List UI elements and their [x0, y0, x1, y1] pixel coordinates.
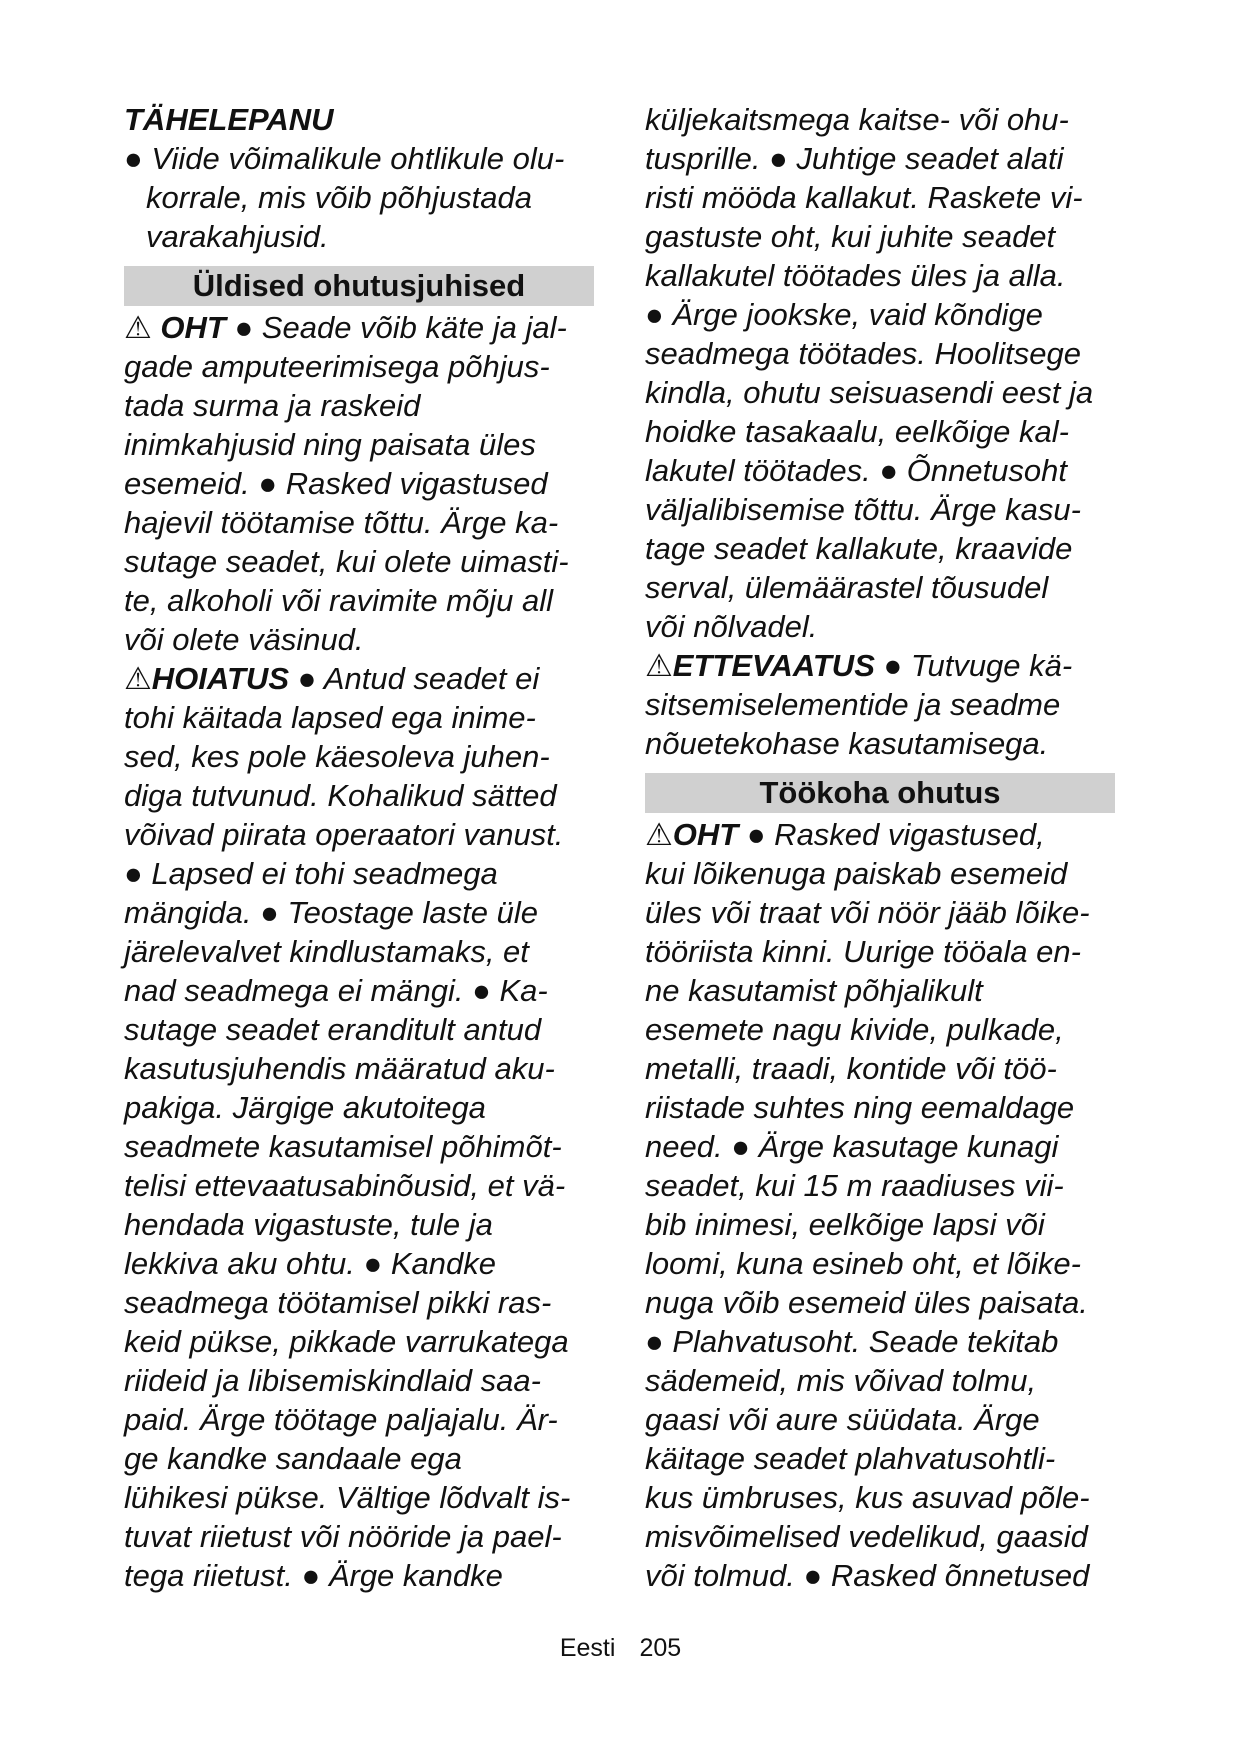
- text-line: paid. Ärge töötage paljajalu. Är-: [124, 1402, 558, 1437]
- text-line: ge kandke sandaale ega: [124, 1441, 462, 1476]
- text-line: tega riietust. ● Ärge kandke: [124, 1558, 503, 1593]
- text-line: nad seadmega ei mängi. ● Ka-: [124, 973, 548, 1008]
- continued-paragraph: [645, 100, 1115, 646]
- text-line: gaasi või aure süüdata. Ärge: [645, 1402, 1040, 1437]
- danger2-paragraph: [645, 854, 1115, 1595]
- attention-line: varakahjusid.: [146, 219, 329, 254]
- text-line: risti mööda kallakut. Raskete vi-: [645, 180, 1083, 215]
- warning-paragraph-first-line: [124, 659, 594, 698]
- page-number: 205: [639, 1634, 682, 1662]
- attention-line: ● Viide võimalikule ohtlikule olu-: [124, 141, 565, 176]
- text-line: inimkahjusid ning paisata üles: [124, 427, 536, 462]
- text-line: gastuste oht, kui juhite seadet: [645, 219, 1056, 254]
- text-line: väljalibisemise tõttu. Ärge kasu-: [645, 492, 1081, 527]
- danger-text: ● Seade võib käte ja jal-: [225, 310, 567, 345]
- text-line: hajevil töötamise tõttu. Ärge ka-: [124, 505, 559, 540]
- warning-paragraph: [124, 698, 594, 1595]
- text-line: riideid ja libisemiskindlaid saa-: [124, 1363, 541, 1398]
- text-line: kasutusjuhendis määratud aku-: [124, 1051, 555, 1086]
- text-line: te, alkoholi või ravimite mõju all: [124, 583, 554, 618]
- text-line: küljekaitsmega kaitse- või ohu-: [645, 102, 1069, 137]
- text-line: kui lõikenuga paiskab esemeid: [645, 856, 1068, 891]
- danger2-paragraph-first-line: [645, 815, 1115, 854]
- text-line: kindla, ohutu seisuasendi eest ja: [645, 375, 1094, 410]
- danger2-label: ⚠OHT: [645, 817, 739, 852]
- danger-paragraph: [124, 347, 594, 659]
- right-column: [645, 100, 1115, 1595]
- text-line: diga tutvunud. Kohalikud sätted: [124, 778, 557, 813]
- text-line: sutage seadet, kui olete uimasti-: [124, 544, 569, 579]
- page-footer: [0, 1634, 1241, 1663]
- text-line: telisi ettevaatusabinõusid, et vä-: [124, 1168, 566, 1203]
- danger-paragraph-first-line: [124, 308, 594, 347]
- attention-heading: TÄHELEPANU: [124, 102, 334, 137]
- text-line: bib inimesi, eelkõige lapsi või: [645, 1207, 1045, 1242]
- text-line: seadmete kasutamisel põhimõt-: [124, 1129, 562, 1164]
- text-line: lekkiva aku ohtu. ● Kandke: [124, 1246, 496, 1281]
- text-line: käitage seadet plahvatusohtli-: [645, 1441, 1056, 1476]
- text-line: seadet, kui 15 m raadiuses vii-: [645, 1168, 1064, 1203]
- text-line: esemete nagu kivide, pulkade,: [645, 1012, 1064, 1047]
- danger-label: ⚠ OHT: [124, 310, 226, 345]
- text-line: pakiga. Järgige akutoitega: [124, 1090, 486, 1125]
- danger2-text: ● Rasked vigastused,: [738, 817, 1045, 852]
- warning-label: ⚠HOIATUS: [124, 661, 289, 696]
- caution-paragraph: [645, 685, 1115, 763]
- text-line: või olete väsinud.: [124, 622, 364, 657]
- text-line: serval, ülemäärastel tõusudel: [645, 570, 1049, 605]
- text-line: või nõlvadel.: [645, 609, 818, 644]
- text-line: keid pükse, pikkade varrukatega: [124, 1324, 569, 1359]
- caution-text: ● Tutvuge kä-: [874, 648, 1073, 683]
- text-line: need. ● Ärge kasutage kunagi: [645, 1129, 1059, 1164]
- text-line: metalli, traadi, kontide või töö-: [645, 1051, 1057, 1086]
- text-line: sitsemiselementide ja seadme: [645, 687, 1061, 722]
- text-line: mängida. ● Teostage laste üle: [124, 895, 538, 930]
- text-line: sed, kes pole käesoleva juhen-: [124, 739, 550, 774]
- text-line: ● Lapsed ei tohi seadmega: [124, 856, 498, 891]
- caution-paragraph-first-line: [645, 646, 1115, 685]
- text-line: tööriista kinni. Uurige tööala en-: [645, 934, 1081, 969]
- footer-language: Eesti: [559, 1634, 616, 1662]
- left-column: [124, 100, 594, 1595]
- text-line: hoidke tasakaalu, eelkõige kal-: [645, 414, 1069, 449]
- text-line: tada surma ja raskeid: [124, 388, 421, 423]
- text-line: lühikesi pükse. Vältige lõdvalt is-: [124, 1480, 571, 1515]
- text-line: sutage seadet eranditult antud: [124, 1012, 542, 1047]
- text-line: seadmega töötamisel pikki ras-: [124, 1285, 552, 1320]
- text-line: võivad piirata operaatori vanust.: [124, 817, 564, 852]
- text-line: ne kasutamist põhjalikult: [645, 973, 983, 1008]
- text-line: esemeid. ● Rasked vigastused: [124, 466, 548, 501]
- text-line: hendada vigastuste, tule ja: [124, 1207, 493, 1242]
- text-line: tage seadet kallakute, kraavide: [645, 531, 1073, 566]
- section-title-general-safety: Üldised ohutusjuhised: [124, 266, 594, 306]
- text-line: loomi, kuna esineb oht, et lõike-: [645, 1246, 1081, 1281]
- text-line: tuvat riietust või nööride ja pael-: [124, 1519, 562, 1554]
- text-line: nõuetekohase kasutamisega.: [645, 726, 1049, 761]
- text-line: üles või traat või nöör jääb lõike-: [645, 895, 1090, 930]
- text-line: nuga võib esemeid üles paisata.: [645, 1285, 1088, 1320]
- text-line: tohi käitada lapsed ega inime-: [124, 700, 536, 735]
- text-line: kus ümbruses, kus asuvad põle-: [645, 1480, 1090, 1515]
- text-line: tusprille. ● Juhtige seadet alati: [645, 141, 1064, 176]
- warning-text: ● Antud seadet ei: [289, 661, 540, 696]
- text-line: lakutel töötades. ● Õnnetusoht: [645, 453, 1067, 488]
- text-line: järelevalvet kindlustamaks, et: [124, 934, 529, 969]
- caution-label: ⚠ETTEVAATUS: [645, 648, 875, 683]
- text-line: või tolmud. ● Rasked õnnetused: [645, 1558, 1090, 1593]
- section-title-workplace-safety: Töökoha ohutus: [645, 773, 1115, 813]
- attention-line: korrale, mis võib põhjustada: [146, 180, 532, 215]
- text-line: kallakutel töötades üles ja alla.: [645, 258, 1066, 293]
- text-line: gade amputeerimisega põhjus-: [124, 349, 550, 384]
- text-line: riistade suhtes ning eemaldage: [645, 1090, 1075, 1125]
- text-line: misvõimelised vedelikud, gaasid: [645, 1519, 1088, 1554]
- text-line: ● Plahvatusoht. Seade tekitab: [645, 1324, 1059, 1359]
- text-line: seadmega töötades. Hoolitsege: [645, 336, 1082, 371]
- text-line: ● Ärge jookske, vaid kõndige: [645, 297, 1043, 332]
- text-line: sädemeid, mis võivad tolmu,: [645, 1363, 1037, 1398]
